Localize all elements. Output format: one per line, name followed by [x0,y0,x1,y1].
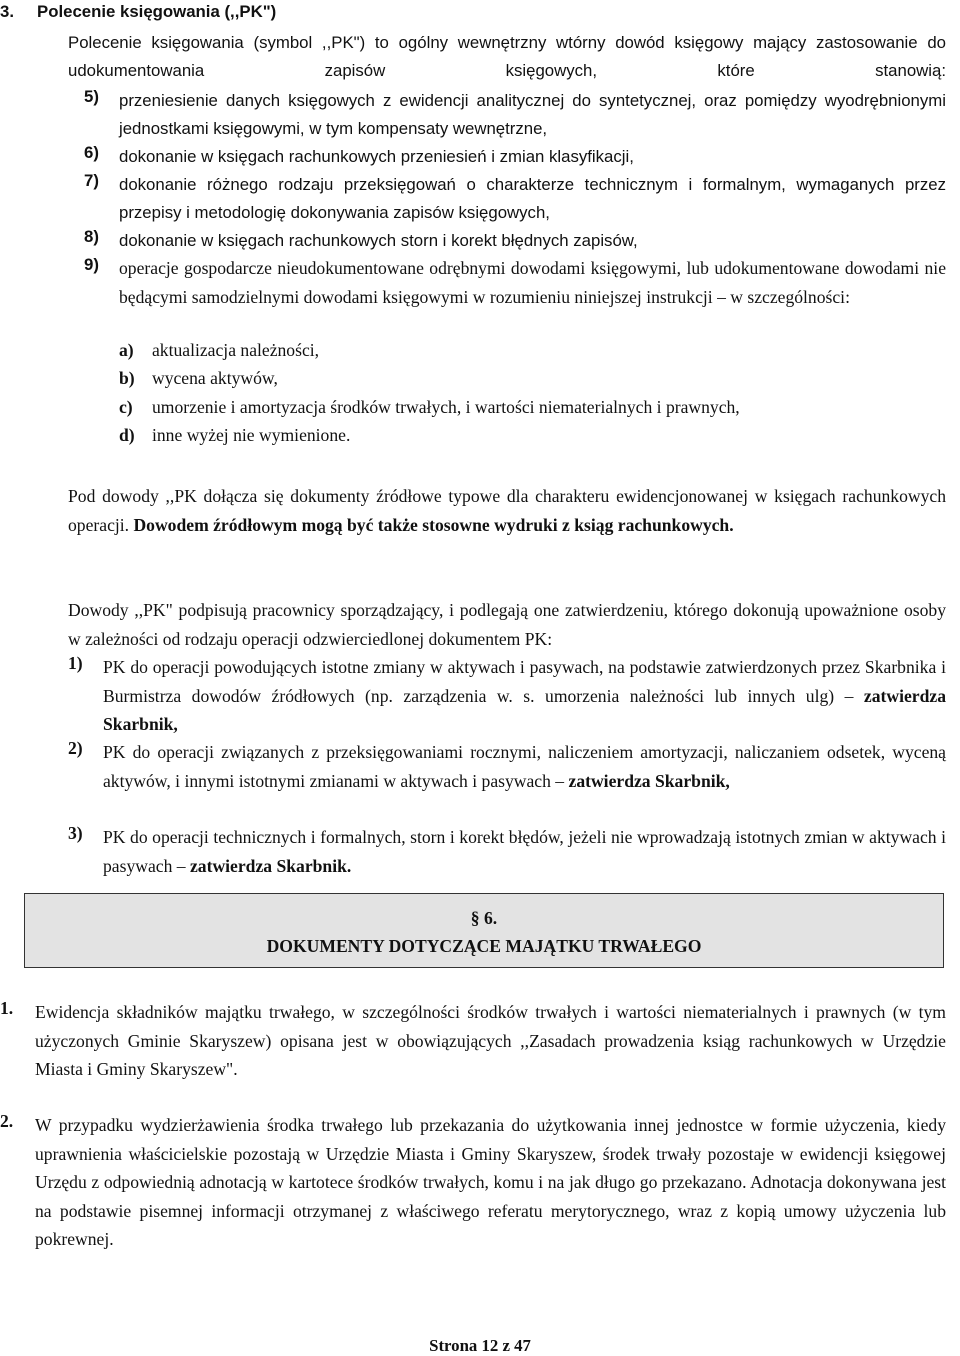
section-6-title: DOKUMENTY DOTYCZĄCE MAJĄTKU TRWAŁEGO [266,936,702,956]
section-6-item-number: 2. [0,1111,14,1131]
list-item-text: operacje gospodarcze nieudokumentowane odrębnymi dowodami księgowymi, lub udokumentowane dowodami nie będącymi samodzielnymi dowodami księgowymi w rozumieniu niniejszej instrukcji – w szczególności: [119,258,946,307]
approval-item-number: 2) [68,738,83,758]
sub-item-text: inne wyżej nie wymienione. [152,425,351,445]
section-number: 3. [0,2,14,21]
list-item-text: dokonanie różnego rodzaju przeksięgowań o charakterze technicznym i formalnym, wymaganych przez przepisy i metodologię dokonywania zapisów księgowych, [119,175,946,222]
sub-item-text: aktualizacja należności, [152,340,320,360]
signatures-paragraph: Dowody ,,PK" podpisują pracownicy sporządzający, i podlegają one zatwierdzeniu, którego dokonują upoważnione osoby w zależności od rodzaju operacji odzwierciedlonej dokumentem PK: [68,600,946,649]
sub-item-letter: a) [119,340,134,360]
list-item-number: 7) [84,171,99,190]
intro-paragraph: Polecenie księgowania (symbol ,,PK") to ogólny wewnętrzny wtórny dowód księgowy mający zastosowanie do udokumentowania zapisów księgowych, które stanowią: [68,33,946,80]
section-6-item-text: W przypadku wydzierżawienia środka trwałego lub przekazania do użytkowania innej jednostce w formie użyczenia, kiedy uprawnienia właścicielskie pozostają w Urzędzie Miasta i Gminy Skaryszew, środek trwały pozostaje w ewidencji księgowej Urzędu z odpowiednią adnotacją w kartotece środków trwałych, komu i na jak długo go przekazano. Adnotacja dokonywana jest na podstawie pisemnej informacji otrzymanej z właściwego referatu merytorycznego, wraz z kopią umowy użyczenia lub pokrewnej. [35,1115,946,1249]
section-6-heading-box [24,893,944,968]
list-item-number: 5) [84,87,99,106]
list-item-number: 9) [84,255,99,274]
sub-item-letter: c) [119,397,133,417]
list-item-text: dokonanie w księgach rachunkowych storn i korekt błędnych zapisów, [119,231,638,250]
list-item-text: dokonanie w księgach rachunkowych przeniesień i zmian klasyfikacji, [119,147,634,166]
section-heading: Polecenie księgowania (,,PK") [37,2,277,21]
approval-item-number: 1) [68,653,83,673]
attachments-paragraph: Pod dowody ,,PK dołącza się dokumenty źródłowe typowe dla charakteru ewidencjonowanej w księgach rachunkowych operacji. Dowodem źródłowym mogą być także stosowne wydruki z ksiąg rachunkowych. [68,486,946,535]
sub-item-text: wycena aktywów, [152,368,278,388]
sub-item-text: umorzenie i amortyzacja środków trwałych, i wartości niematerialnych i prawnych, [152,397,740,417]
sub-item-letter: b) [119,368,135,388]
sub-item-letter: d) [119,425,135,445]
approval-item-text: PK do operacji powodujących istotne zmiany w aktywach i pasywach, na podstawie zatwierdzonych przez Skarbnika i Burmistrza dowodów źródłowych (np. zarządzenia w. s. umorzenia należności lub innych ulg) – zatwierdza Skarbnik, [103,657,946,734]
approval-item-number: 3) [68,823,83,843]
list-item-text: przeniesienie danych księgowych z ewidencji analitycznej do syntetycznej, oraz pomiędzy wyodrębnionymi jednostkami księgowymi, w tym kompensaty wewnętrzne, [119,91,946,138]
section-6-item-number: 1. [0,998,14,1018]
list-item-number: 8) [84,227,99,246]
approval-item-text: PK do operacji technicznych i formalnych, storn i korekt błędów, jeżeli nie wprowadzają istotnych zmian w aktywach i pasywach – zatwierdza Skarbnik. [103,827,946,876]
section-6-number: § 6. [470,908,498,928]
section-6-item-text: Ewidencja składników majątku trwałego, w szczególności środków trwałych i wartości niematerialnych i prawnych (w tym użyczonych Gminie Skaryszew) opisana jest w obowiązujących ,,Zasadach prowadzenia ksiąg rachunkowych w Urzędzie Miasta i Gminy Skaryszew". [35,1002,946,1079]
printouts-note: Dowodem źródłowym mogą być także stosowne wydruki z ksiąg rachunkowych. [133,515,734,535]
list-item-number: 6) [84,143,99,162]
approval-item-text: PK do operacji związanych z przeksięgowaniami rocznymi, naliczeniem amortyzacji, naliczaniem odsetek, wyceną aktywów, i innymi istotnymi zmianami w aktywach i pasywach – zatwierdza Skarbnik, [103,742,946,791]
page-number: Strona 12 z 47 [429,1336,531,1355]
